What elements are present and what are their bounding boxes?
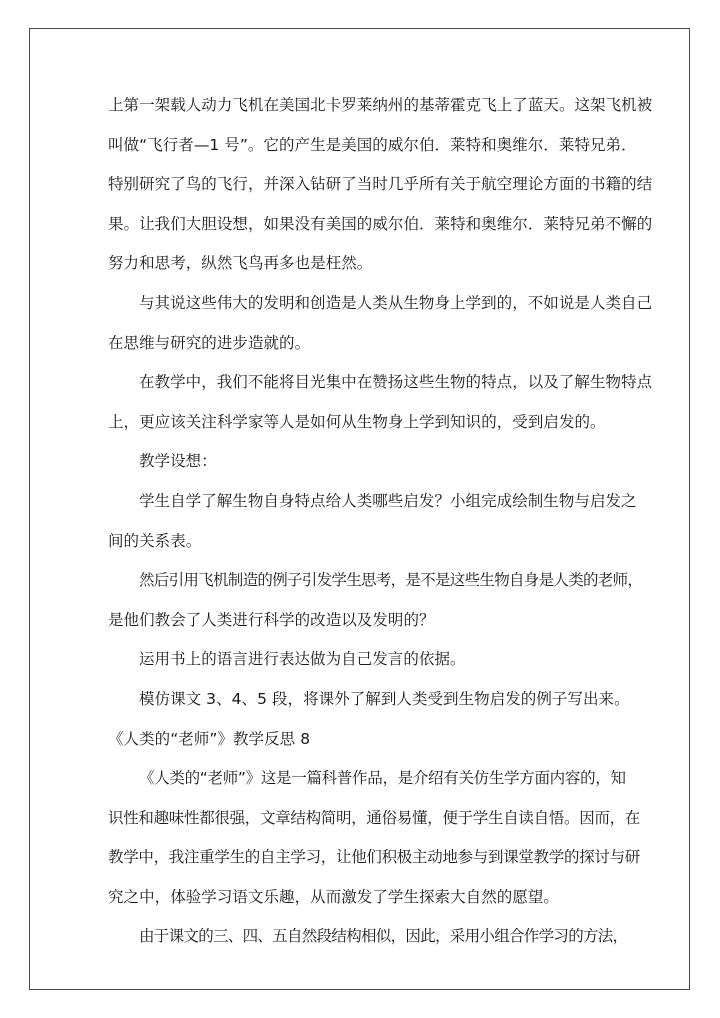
text-line: 在教学中，我们不能将目光集中在赞扬这些生物的特点，以及了解生物特点 bbox=[139, 373, 653, 392]
text-line: 在思维与研究的进步造就的。 bbox=[108, 333, 311, 352]
text-line: 教学中，我注重学生的自主学习，让他们积极主动地参与到课堂教学的探讨与研 bbox=[108, 848, 641, 867]
text-line: 间的关系表。 bbox=[108, 531, 202, 550]
text-line: 学生自学了解生物自身特点给人类哪些启发？小组完成绘制生物与启发之 bbox=[139, 491, 637, 510]
text-line: 然后引用飞机制造的例子引发学生思考，是不是这些生物自身是人类的老师， bbox=[139, 571, 643, 590]
text-line: 是他们教会了人类进行科学的改造以及发明的？ bbox=[108, 610, 435, 629]
text-line: 究之中，体验学习语文乐趣，从而激发了学生探索大自然的愿望。 bbox=[108, 887, 559, 906]
section-label: 教学设想： bbox=[139, 452, 217, 471]
text-line: 努力和思考，纵然飞鸟再多也是枉然。 bbox=[108, 254, 373, 273]
text-line: 上，更应该关注科学家等人是如何从生物身上学到知识的，受到启发的。 bbox=[108, 412, 606, 431]
document-body bbox=[108, 86, 653, 957]
section-heading: 《人类的“老师”》教学反思 8 bbox=[108, 729, 311, 748]
text-line: 《人类的“老师”》这是一篇科普作品，是介绍有关仿生学方面内容的，知 bbox=[139, 769, 626, 788]
text-line: 模仿课文 3、4、5 段，将课外了解到人类受到生物启发的例子写出来。 bbox=[139, 689, 630, 708]
text-line: 与其说这些伟大的发明和创造是人类从生物身上学到的，不如说是人类自己 bbox=[139, 293, 653, 312]
text-line: 运用书上的语言进行表达做为自己发言的依据。 bbox=[139, 650, 466, 669]
text-line: 由于课文的三、四、五自然段结构相似，因此，采用小组合作学习的方法， bbox=[139, 927, 628, 946]
text-line: 特别研究了鸟的飞行，并深入钻研了当时几乎所有关于航空理论方面的书籍的结 bbox=[108, 175, 653, 194]
text-line: 上第一架载人动力飞机在美国北卡罗莱纳州的基蒂霍克飞上了蓝天。这架飞机被 bbox=[108, 96, 653, 114]
text-line: 果。让我们大胆设想，如果没有美国的威尔伯．莱特和奥维尔．莱特兄弟不懈的 bbox=[108, 214, 653, 233]
text-line: 识性和趣味性都很强，文章结构简明，通俗易懂，便于学生自读自悟。因而，在 bbox=[108, 808, 641, 827]
text-line: 叫做“飞行者—1 号”。它的产生是美国的威尔伯．莱特和奥维尔．莱特兄弟． bbox=[108, 135, 637, 154]
